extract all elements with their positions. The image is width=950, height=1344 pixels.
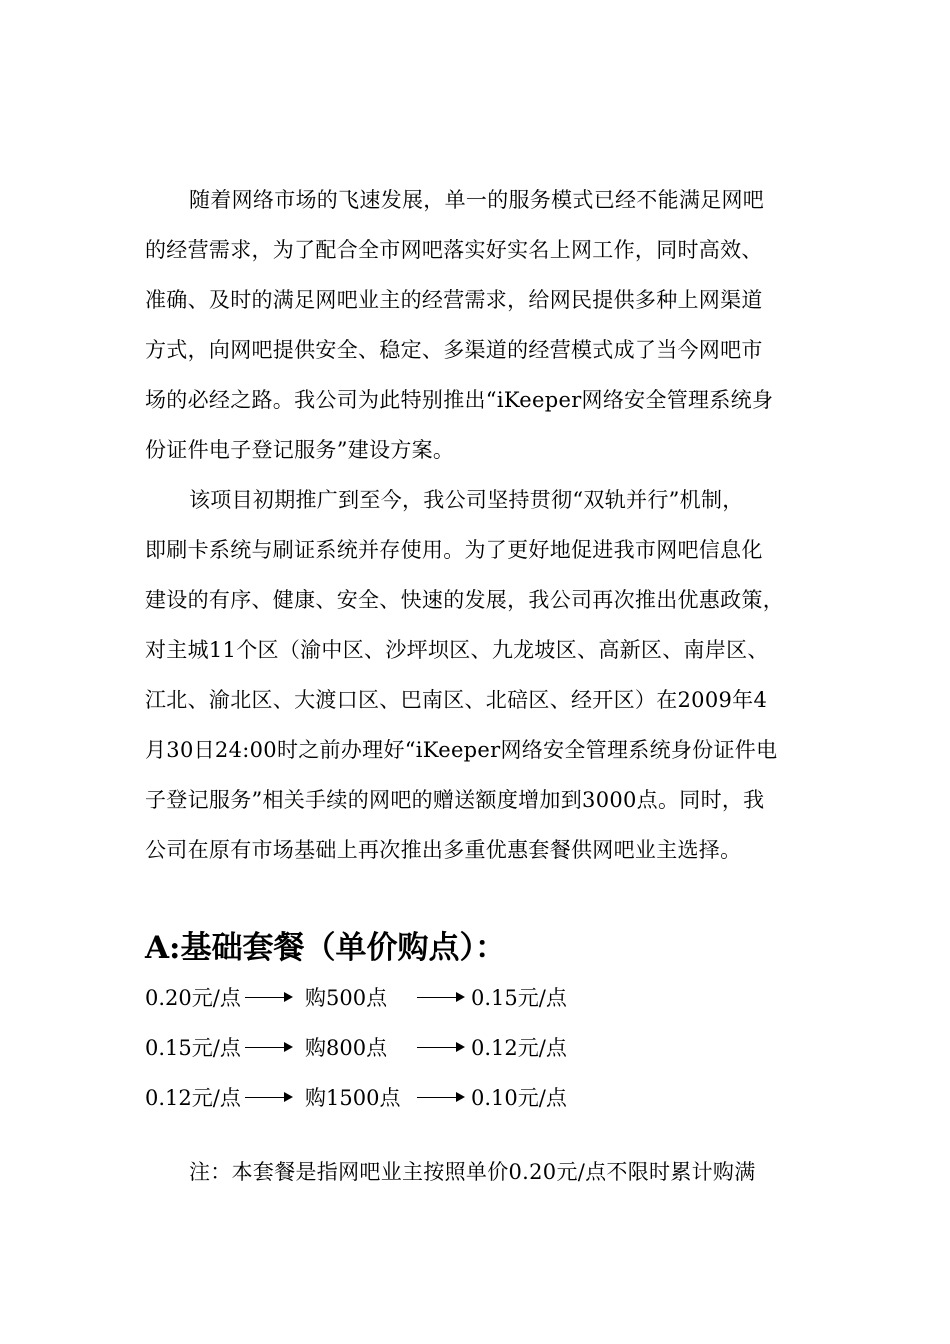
price-from: 0.12元/点	[145, 1086, 241, 1110]
price-buy: 购500点	[305, 986, 388, 1010]
price-to: 0.12元/点	[471, 1036, 567, 1060]
package-a-note: 注：本套餐是指网吧业主按照单价0.20元/点不限时累计购满	[189, 1160, 756, 1184]
paragraph-2-line-6: 月30日24:00时之前办理好“iKeeper网络安全管理系统身份证件电	[145, 738, 778, 762]
paragraph-2-line-1: 该项目初期推广到至今，我公司坚持贯彻“双轨并行”机制，	[189, 488, 744, 512]
price-to: 0.15元/点	[471, 986, 567, 1010]
paragraph-2-line-3: 建设的有序、健康、安全、快速的发展，我公司再次推出优惠政策，	[145, 588, 784, 612]
paragraph-1-line-5: 场的必经之路。我公司为此特别推出“iKeeper网络安全管理系统身	[145, 388, 774, 412]
price-to: 0.10元/点	[471, 1086, 567, 1110]
price-row	[145, 1034, 705, 1062]
paragraph-1-line-3: 准确、及时的满足网吧业主的经营需求，给网民提供多种上网渠道	[145, 288, 763, 312]
arrow-right-icon	[417, 997, 457, 999]
paragraph-1-line-4: 方式，向网吧提供安全、稳定、多渠道的经营模式成了当今网吧市	[145, 338, 763, 362]
arrow-right-icon	[245, 997, 285, 999]
price-from: 0.15元/点	[145, 1036, 241, 1060]
price-from: 0.20元/点	[145, 986, 241, 1010]
arrow-right-icon	[245, 1047, 285, 1049]
paragraph-2-line-7: 子登记服务”相关手续的网吧的赠送额度增加到3000点。同时，我	[145, 788, 765, 812]
arrow-right-icon	[417, 1097, 457, 1099]
arrow-right-icon	[417, 1047, 457, 1049]
paragraph-2-line-4: 对主城11个区（渝中区、沙坪坝区、九龙坡区、高新区、南岸区、	[145, 638, 769, 662]
package-a-heading: A:基础套餐（单价购点）：	[145, 930, 506, 966]
paragraph-1-line-2: 的经营需求，为了配合全市网吧落实好实名上网工作，同时高效、	[145, 238, 763, 262]
paragraph-2-line-5: 江北、渝北区、大渡口区、巴南区、北碚区、经开区）在2009年4	[145, 688, 768, 712]
price-row	[145, 984, 705, 1012]
price-buy: 购1500点	[305, 1086, 401, 1110]
paragraph-2-line-8: 公司在原有市场基础上再次推出多重优惠套餐供网吧业主选择。	[145, 838, 742, 862]
arrow-right-icon	[245, 1097, 285, 1099]
paragraph-2-line-2: 即刷卡系统与刷证系统并存使用。为了更好地促进我市网吧信息化	[145, 538, 763, 562]
paragraph-1-line-1: 随着网络市场的飞速发展，单一的服务模式已经不能满足网吧	[189, 188, 765, 212]
paragraph-1-line-6: 份证件电子登记服务”建设方案。	[145, 438, 455, 462]
price-row	[145, 1084, 705, 1112]
price-buy: 购800点	[305, 1036, 388, 1060]
